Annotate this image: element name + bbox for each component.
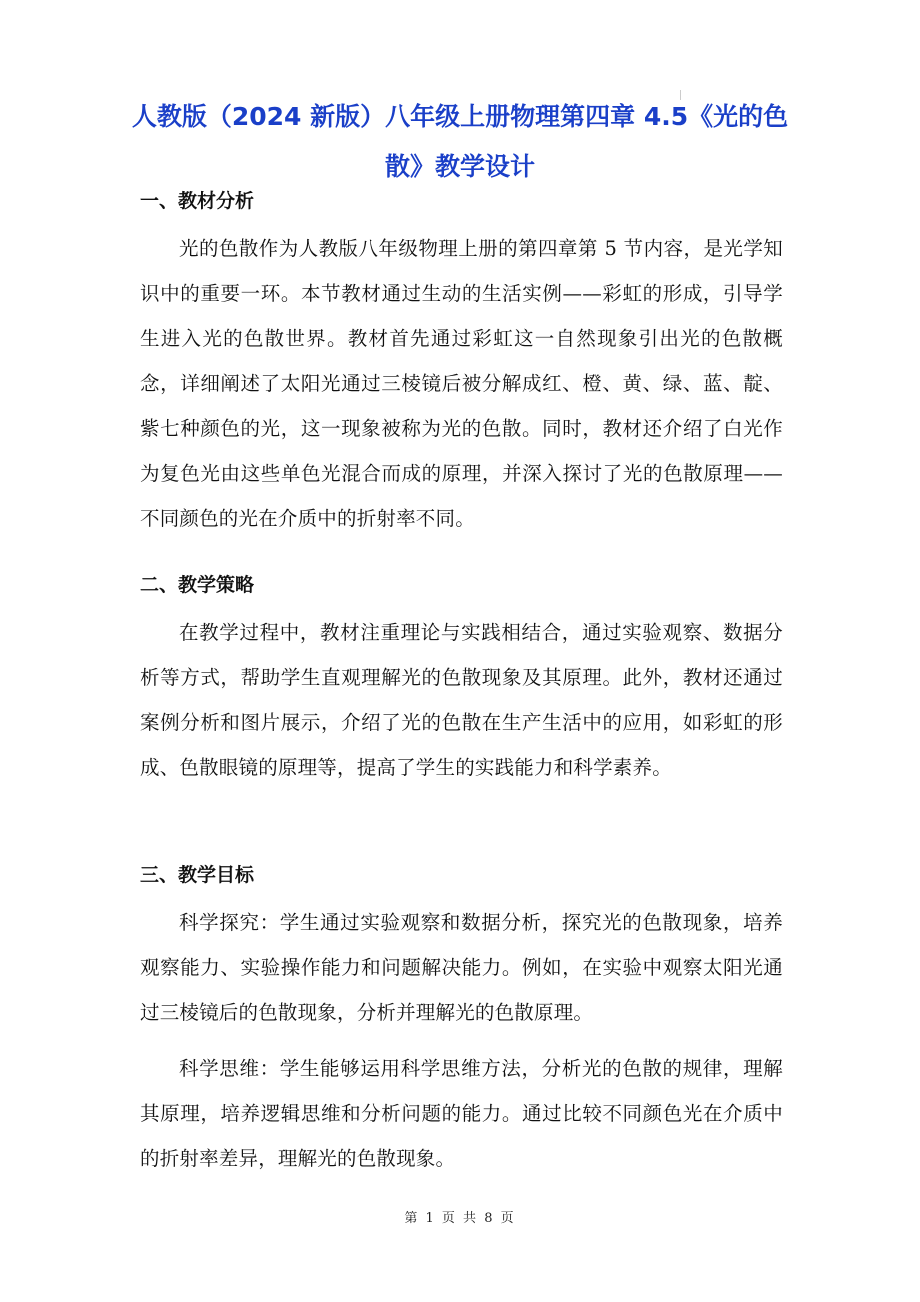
paragraph-teaching-strategy: 在教学过程中，教材注重理论与实践相结合，通过实验观察、数据分析等方式，帮助学生直观理解光的色散现象及其原理。此外，教材还通过案例分析和图片展示，介绍了光的色散在生产生活中的应用，如彩虹的形成、色散眼镜的原理等，提高了学生的实践能力和科学素养。: [140, 621, 783, 779]
paragraph-scientific-thinking: 科学思维：学生能够运用科学思维方法，分析光的色散的规律，理解其原理，培养逻辑思维和分析问题的能力。通过比较不同颜色光在介质中的折射率差异，理解光的色散现象。: [140, 1057, 783, 1170]
document-title: 人教版（2024 新版）八年级上册物理第四章 4.5《光的色散》教学设计: [131, 102, 789, 181]
section-heading-teaching-strategy: 二、教学策略: [140, 574, 255, 596]
paragraph-textbook-analysis: 光的色散作为人教版八年级物理上册的第四章第 5 节内容，是光学知识中的重要一环。本节教材通过生动的生活实例——彩虹的形成，引导学生进入光的色散世界。教材首先通过彩虹这一自然现象引出光的色散概念，详细阐述了太阳光通过三棱镜后被分解成红、橙、黄、绿、蓝、靛、紫七种颜色的光，这一现象被称为光的色散。同时，教材还介绍了白光作为复色光由这些单色光混合而成的原理，并深入探讨了光的色散原理——不同颜色的光在介质中的折射率不同。: [140, 237, 783, 530]
section-heading-teaching-goals: 三、教学目标: [140, 864, 255, 886]
page-footer: 第 1 页 共 8 页: [404, 1211, 516, 1226]
section-heading-textbook-analysis: 一、教材分析: [140, 190, 255, 212]
paragraph-scientific-inquiry: 科学探究：学生通过实验观察和数据分析，探究光的色散现象，培养观察能力、实验操作能力和问题解决能力。例如，在实验中观察太阳光通过三棱镜后的色散现象，分析并理解光的色散原理。: [140, 911, 783, 1024]
